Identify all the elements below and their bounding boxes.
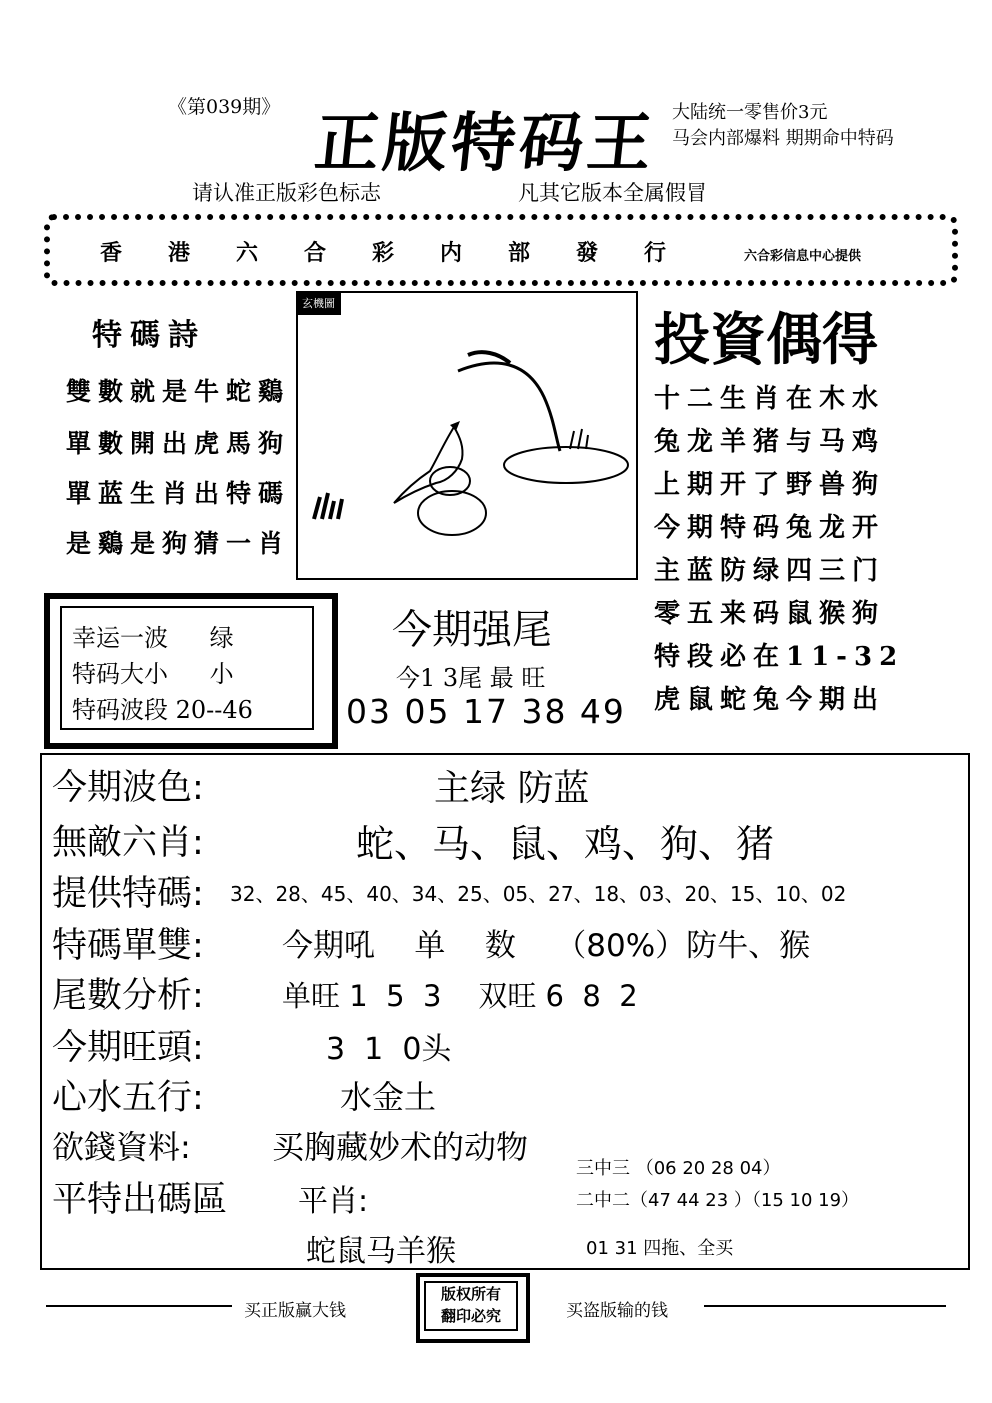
footer-line-right xyxy=(704,1305,946,1307)
banner-source: 六合彩信息中心提供 xyxy=(744,249,862,264)
invest-line: 虎鼠蛇兔今期出 xyxy=(654,685,886,715)
tail-label: 尾數分析: xyxy=(52,976,204,1016)
flat-label: 平特出碼區 xyxy=(52,1180,228,1220)
money-value: 买胸藏妙术的动物 xyxy=(272,1128,529,1166)
copyright-box xyxy=(424,1281,518,1331)
picture-label: 玄機圖 xyxy=(296,291,341,315)
special-value: 32、28、45、40、34、25、05、27、18、03、20、15、10、02 xyxy=(230,882,847,906)
poem-title: 特碼詩 xyxy=(92,318,206,353)
luck-value: 绿 xyxy=(209,624,234,652)
page-title: 正版特码王 xyxy=(311,107,660,181)
invest-line: 主蓝防绿四三门 xyxy=(654,556,886,586)
wave-value: 主绿 防蓝 xyxy=(434,768,590,809)
luck-label: 幸运一波 xyxy=(72,624,168,652)
flat-sub: 平肖: xyxy=(298,1184,369,1219)
tail-value: 单旺 1 5 3 双旺 6 8 2 xyxy=(282,979,638,1013)
combo-three: 三中三 （06 20 28 04） xyxy=(576,1158,781,1179)
poem-line: 單蓝生肖出特碼 xyxy=(66,479,291,508)
combo-drag: 01 31 四拖、全买 xyxy=(586,1238,734,1259)
strong-numbers: 03 05 17 38 49 xyxy=(346,692,626,731)
special-label: 提供特碼: xyxy=(52,874,204,914)
invest-line: 特段必在11-32 xyxy=(654,642,905,672)
poem-line: 單數開出虎馬狗 xyxy=(66,429,291,458)
wave-label: 今期波色: xyxy=(52,768,204,808)
six-value: 蛇、马、鼠、鸡、狗、猪 xyxy=(356,822,775,866)
luck-label: 特码波段 xyxy=(72,696,168,724)
six-label: 無敵六肖: xyxy=(52,823,204,863)
element-label: 心水五行: xyxy=(52,1078,204,1118)
footer-left-text: 买正版赢大钱 xyxy=(244,1301,346,1321)
banner-title: 香港六合彩内部發行 xyxy=(100,240,713,266)
head-value: 3 1 0头 xyxy=(326,1032,452,1067)
head-label: 今期旺頭: xyxy=(52,1028,204,1068)
invest-line: 十二生肖在木水 xyxy=(654,384,886,414)
notice-right: 凡其它版本全属假冒 xyxy=(518,181,707,205)
luck-label: 特码大小 xyxy=(72,660,168,688)
poem-line: 雙數就是牛蛇鷄 xyxy=(66,377,291,406)
copyright-line: 版权所有 xyxy=(440,1285,501,1303)
oddeven-label: 特碼單雙: xyxy=(52,926,204,966)
price-text: 大陆统一零售价3元 xyxy=(672,102,828,123)
luck-value: 小 xyxy=(209,660,234,688)
poem-line: 是鷄是狗猜一肖 xyxy=(66,529,291,558)
strong-title: 今期强尾 xyxy=(392,607,552,653)
flat-animals: 蛇鼠马羊猴 xyxy=(306,1234,456,1269)
luck-row xyxy=(72,654,234,689)
element-value: 水金土 xyxy=(340,1078,437,1116)
invest-line: 零五来码鼠猴狗 xyxy=(654,599,886,629)
strong-subtitle: 今1 3尾 最 旺 xyxy=(396,664,546,692)
invest-line: 兔龙羊猪与马鸡 xyxy=(654,427,886,457)
copyright-line: 翻印必究 xyxy=(440,1307,501,1325)
money-label: 欲錢資料: xyxy=(52,1128,191,1166)
footer-right-text: 买盗版输的钱 xyxy=(566,1301,668,1321)
mystery-picture xyxy=(296,291,638,580)
invest-title: 投資偶得 xyxy=(654,308,878,373)
invest-line: 上期开了野兽狗 xyxy=(654,470,886,500)
luck-value: 20--46 xyxy=(175,696,253,724)
combo-two: 二中二（47 44 23 ）（15 10 19） xyxy=(576,1190,860,1211)
inside-text: 马会内部爆料 期期命中特码 xyxy=(672,128,894,149)
invest-line: 今期特码兔龙开 xyxy=(654,513,886,543)
oddeven-value: 今期吼 单 数 （80%）防牛、猴 xyxy=(282,928,811,964)
luck-row xyxy=(72,618,234,653)
rooster-sketch-icon xyxy=(298,293,636,578)
issue-number: 《第039期》 xyxy=(168,96,281,118)
footer-line-left xyxy=(46,1305,232,1307)
notice-left: 请认准正版彩色标志 xyxy=(192,181,381,205)
luck-row xyxy=(72,690,253,725)
